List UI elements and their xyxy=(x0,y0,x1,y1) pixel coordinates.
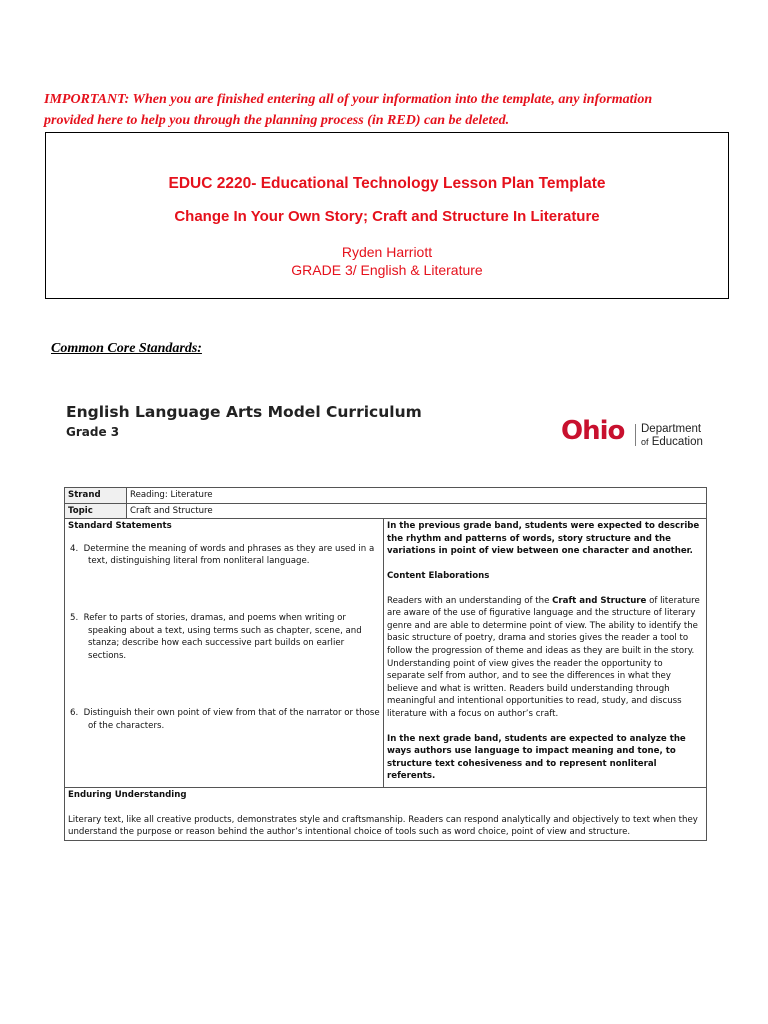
logo-dept-line-1: Department xyxy=(641,423,702,435)
table-row xyxy=(65,519,707,788)
previous-band-text: In the previous grade band, students were expected to describe the rhythm and patterns of words, story structure and the variations in point of view between one character and another. xyxy=(387,521,700,557)
notice-line-1: IMPORTANT: When you are finished entering all of your information into the template, any information xyxy=(44,92,653,107)
strand-label: Strand xyxy=(65,488,127,504)
author-name: Ryden Harriott xyxy=(341,244,433,260)
important-notice xyxy=(44,89,744,131)
enduring-understanding-cell xyxy=(65,788,707,841)
standard-6: 6. Distinguish their own point of view from that of the narrator or those of the characters. xyxy=(70,708,380,731)
elaborations-cell xyxy=(384,519,707,788)
strand-value: Reading: Literature xyxy=(127,488,707,504)
content-elaborations-label: Content Elaborations xyxy=(387,570,490,581)
elab-text-bold: Craft and Structure xyxy=(552,595,647,606)
lesson-title: Change In Your Own Story; Craft and Structure In Literature xyxy=(174,208,600,225)
standard-4: 4. Determine the meaning of words and phrases as they are used in a text, distinguishing literal from nonliteral language. xyxy=(70,543,375,567)
standard-5: 5. Refer to parts of stories, dramas, and poems when writing or speaking about a text, using terms such as chapter, scene, and stanza; describe how each successive part builds on earlier sections. xyxy=(70,612,362,661)
table-row xyxy=(65,503,707,519)
title-box xyxy=(45,132,729,299)
table-row xyxy=(65,788,707,841)
logo-dept-line-2: Education xyxy=(648,436,703,448)
enduring-understanding-label: Enduring Understanding xyxy=(68,790,187,801)
enduring-understanding-text: Literary text, like all creative products, demonstrates style and craftsmanship. Readers can respond analytically and objectively to text when they understand the purpose or reason behind the author’s intentional choice of tools such as word choice, point of view and structure. xyxy=(68,814,698,838)
elab-text-post: of literature are aware of the use of figurative language and the structure of literary genre and are able to determine point of view. The ability to identify the basic structure of poetry, drama and stories gives the reader a tool to follow the progression of theme and ideas as they are built in the story. Understanding point of view gives the reader the opportunity to separate self from author, and to see the differences in what they believe and what is written. Readers build understanding through meaningful and intentional opportunities to read, study, and discuss literature with a focus on author’s craft. xyxy=(387,595,700,719)
content-elaborations-text xyxy=(387,595,703,721)
elab-text-pre: Readers with an understanding of the xyxy=(387,595,553,606)
grade-subject: GRADE 3/ English & Literature xyxy=(291,262,483,278)
ohio-department-logo xyxy=(561,416,711,452)
standard-statements-label: Standard Statements xyxy=(68,521,172,532)
ohio-logo-word: Ohio xyxy=(561,416,625,446)
section-label: Common Core Standards: xyxy=(51,341,202,356)
ohio-logo-dept xyxy=(641,423,703,449)
curriculum-grade: Grade 3 xyxy=(66,425,120,439)
curriculum-title: English Language Arts Model Curriculum xyxy=(66,403,422,421)
curriculum-table xyxy=(64,487,707,841)
logo-divider xyxy=(635,424,636,446)
topic-label: Topic xyxy=(65,503,127,519)
next-band-text: In the next grade band, students are expected to analyze the ways authors use language to impact meaning and tone, to structure text cohesiveness and to represent nonliteral referents. xyxy=(387,733,686,782)
table-row xyxy=(65,488,707,504)
topic-value: Craft and Structure xyxy=(127,503,707,519)
course-title: EDUC 2220- Educational Technology Lesson Plan Template xyxy=(168,175,606,192)
notice-line-2: provided here to help you through the planning process (in RED) can be deleted. xyxy=(44,113,510,128)
logo-dept-of: of xyxy=(641,437,649,447)
standard-statements-cell xyxy=(65,519,384,788)
